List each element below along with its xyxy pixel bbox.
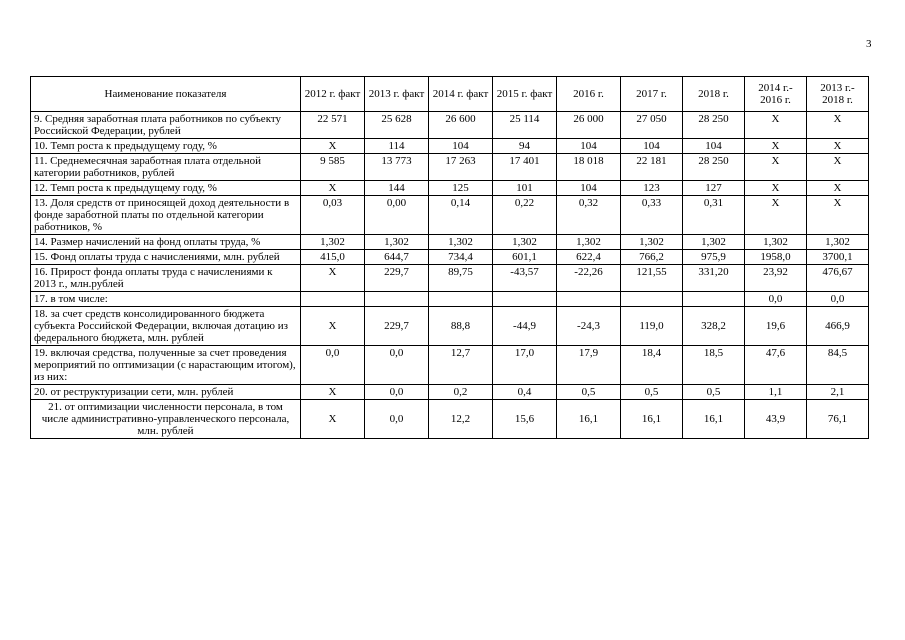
- table-cell: 127: [683, 181, 745, 196]
- table-cell: [557, 292, 621, 307]
- table-cell: 25 628: [365, 112, 429, 139]
- table-cell: 0,0: [365, 346, 429, 385]
- table-cell: 0,0: [745, 292, 807, 307]
- row-label: 16. Прирост фонда оплаты труда с начислениями к 2013 г., млн.рублей: [31, 265, 301, 292]
- row-label: 14. Размер начислений на фонд оплаты труда, %: [31, 235, 301, 250]
- table-cell: [683, 292, 745, 307]
- table-cell: Х: [807, 196, 869, 235]
- table-row: [31, 112, 869, 139]
- column-header: 2017 г.: [621, 77, 683, 112]
- table-cell: Х: [745, 112, 807, 139]
- table-cell: 1,302: [745, 235, 807, 250]
- table-cell: 121,55: [621, 265, 683, 292]
- table-cell: 144: [365, 181, 429, 196]
- table-cell: [429, 292, 493, 307]
- table-cell: 0,5: [557, 385, 621, 400]
- table-cell: Х: [301, 307, 365, 346]
- table-cell: 17 401: [493, 154, 557, 181]
- table-cell: Х: [745, 154, 807, 181]
- table-cell: 26 600: [429, 112, 493, 139]
- table-cell: 16,1: [557, 400, 621, 439]
- table-cell: 0,0: [301, 346, 365, 385]
- column-header: 2014 г. факт: [429, 77, 493, 112]
- table-cell: 0,14: [429, 196, 493, 235]
- table-cell: 18 018: [557, 154, 621, 181]
- table-cell: 0,22: [493, 196, 557, 235]
- table-row: [31, 307, 869, 346]
- table-cell: 18,4: [621, 346, 683, 385]
- page-number: 3: [866, 38, 872, 50]
- row-label: 17. в том числе:: [31, 292, 301, 307]
- row-label: 19. включая средства, полученные за счет проведения мероприятий по оптимизации (с нарастающим итогом), из них:: [31, 346, 301, 385]
- table-cell: 0,4: [493, 385, 557, 400]
- table-cell: 3700,1: [807, 250, 869, 265]
- table-cell: 47,6: [745, 346, 807, 385]
- table-cell: -44,9: [493, 307, 557, 346]
- table-cell: 0,32: [557, 196, 621, 235]
- column-header: 2013 г.- 2018 г.: [807, 77, 869, 112]
- table-cell: 0,0: [365, 400, 429, 439]
- table-row: [31, 154, 869, 181]
- table-cell: 17,0: [493, 346, 557, 385]
- table-cell: 0,2: [429, 385, 493, 400]
- table-cell: Х: [807, 139, 869, 154]
- table-cell: 0,00: [365, 196, 429, 235]
- table-cell: Х: [745, 181, 807, 196]
- column-header: 2013 г. факт: [365, 77, 429, 112]
- table-cell: 1,302: [807, 235, 869, 250]
- table-cell: 1,302: [365, 235, 429, 250]
- table-cell: 114: [365, 139, 429, 154]
- table-cell: 76,1: [807, 400, 869, 439]
- table-cell: 12,7: [429, 346, 493, 385]
- table-cell: 331,20: [683, 265, 745, 292]
- table-cell: Х: [301, 181, 365, 196]
- indicators-table: [30, 76, 869, 439]
- table-cell: 1,302: [301, 235, 365, 250]
- table-cell: 415,0: [301, 250, 365, 265]
- table-cell: 0,03: [301, 196, 365, 235]
- table-row: [31, 181, 869, 196]
- row-label: 9. Средняя заработная плата работников по субъекту Российской Федерации, рублей: [31, 112, 301, 139]
- table-cell: 229,7: [365, 265, 429, 292]
- table-cell: 104: [557, 139, 621, 154]
- table-cell: 18,5: [683, 346, 745, 385]
- table-cell: 1,302: [557, 235, 621, 250]
- table-cell: Х: [301, 385, 365, 400]
- table-cell: -22,26: [557, 265, 621, 292]
- column-header: Наименование показателя: [31, 77, 301, 112]
- table-cell: Х: [301, 400, 365, 439]
- table-cell: 104: [621, 139, 683, 154]
- table-cell: 28 250: [683, 112, 745, 139]
- table-cell: 1958,0: [745, 250, 807, 265]
- column-header: 2016 г.: [557, 77, 621, 112]
- table-cell: 125: [429, 181, 493, 196]
- table-cell: 622,4: [557, 250, 621, 265]
- column-header: 2015 г. факт: [493, 77, 557, 112]
- table-cell: Х: [745, 196, 807, 235]
- table-cell: 1,302: [493, 235, 557, 250]
- table-cell: 104: [683, 139, 745, 154]
- table-cell: Х: [807, 112, 869, 139]
- table-cell: 0,31: [683, 196, 745, 235]
- table-header-row: [31, 77, 869, 112]
- table-cell: 104: [557, 181, 621, 196]
- table-cell: 476,67: [807, 265, 869, 292]
- table-cell: 734,4: [429, 250, 493, 265]
- table-cell: 25 114: [493, 112, 557, 139]
- table-row: [31, 346, 869, 385]
- table-cell: 975,9: [683, 250, 745, 265]
- row-label: 13. Доля средств от приносящей доход деятельности в фонде заработной платы по отдельной категории работников, %: [31, 196, 301, 235]
- table-cell: 17 263: [429, 154, 493, 181]
- table-cell: 0,33: [621, 196, 683, 235]
- table-cell: [301, 292, 365, 307]
- table-row: [31, 385, 869, 400]
- row-label: 12. Темп роста к предыдущему году, %: [31, 181, 301, 196]
- table-cell: 2,1: [807, 385, 869, 400]
- table-cell: Х: [807, 154, 869, 181]
- table-cell: 1,302: [683, 235, 745, 250]
- table-cell: 16,1: [683, 400, 745, 439]
- column-header: 2012 г. факт: [301, 77, 365, 112]
- table-cell: 28 250: [683, 154, 745, 181]
- table-cell: -43,57: [493, 265, 557, 292]
- table-row: [31, 292, 869, 307]
- table-cell: 0,0: [807, 292, 869, 307]
- table-cell: 43,9: [745, 400, 807, 439]
- table-cell: 0,0: [365, 385, 429, 400]
- table-cell: 19,6: [745, 307, 807, 346]
- table-cell: 229,7: [365, 307, 429, 346]
- table-cell: 119,0: [621, 307, 683, 346]
- row-label: 15. Фонд оплаты труда с начислениями, млн. рублей: [31, 250, 301, 265]
- table-cell: 89,75: [429, 265, 493, 292]
- table-cell: 101: [493, 181, 557, 196]
- table-cell: -24,3: [557, 307, 621, 346]
- table-cell: 22 181: [621, 154, 683, 181]
- table-row: [31, 235, 869, 250]
- table-cell: 23,92: [745, 265, 807, 292]
- table-cell: 766,2: [621, 250, 683, 265]
- row-label: 20. от реструктуризации сети, млн. рублей: [31, 385, 301, 400]
- table-cell: 601,1: [493, 250, 557, 265]
- table-cell: 328,2: [683, 307, 745, 346]
- table-cell: 26 000: [557, 112, 621, 139]
- table-cell: [493, 292, 557, 307]
- table-cell: 1,302: [621, 235, 683, 250]
- table-cell: 9 585: [301, 154, 365, 181]
- table-row: [31, 250, 869, 265]
- table-cell: [621, 292, 683, 307]
- table-cell: [365, 292, 429, 307]
- row-label: 21. от оптимизации численности персонала, в том числе административно-управленческого персонала, млн. рублей: [31, 400, 301, 439]
- table-row: [31, 265, 869, 292]
- table-cell: 22 571: [301, 112, 365, 139]
- table-cell: 0,5: [621, 385, 683, 400]
- table-cell: Х: [301, 139, 365, 154]
- row-label: 10. Темп роста к предыдущему году, %: [31, 139, 301, 154]
- table-cell: 104: [429, 139, 493, 154]
- table-cell: Х: [745, 139, 807, 154]
- column-header: 2018 г.: [683, 77, 745, 112]
- table-cell: 88,8: [429, 307, 493, 346]
- table-row: [31, 196, 869, 235]
- table-cell: 16,1: [621, 400, 683, 439]
- table-cell: 13 773: [365, 154, 429, 181]
- table-cell: 27 050: [621, 112, 683, 139]
- table-cell: 94: [493, 139, 557, 154]
- table-cell: 15,6: [493, 400, 557, 439]
- table-cell: 123: [621, 181, 683, 196]
- table-cell: Х: [301, 265, 365, 292]
- row-label: 18. за счет средств консолидированного бюджета субъекта Российской Федерации, включая дотацию из федерального бюджета, млн. рублей: [31, 307, 301, 346]
- column-header: 2014 г.- 2016 г.: [745, 77, 807, 112]
- table-body: [31, 112, 869, 439]
- table-cell: 17,9: [557, 346, 621, 385]
- table-cell: Х: [807, 181, 869, 196]
- table-cell: 466,9: [807, 307, 869, 346]
- table-cell: 12,2: [429, 400, 493, 439]
- table-cell: 0,5: [683, 385, 745, 400]
- table-cell: 1,302: [429, 235, 493, 250]
- table-row: [31, 400, 869, 439]
- table-cell: 84,5: [807, 346, 869, 385]
- table-row: [31, 139, 869, 154]
- table-cell: 644,7: [365, 250, 429, 265]
- row-label: 11. Среднемесячная заработная плата отдельной категории работников, рублей: [31, 154, 301, 181]
- table-cell: 1,1: [745, 385, 807, 400]
